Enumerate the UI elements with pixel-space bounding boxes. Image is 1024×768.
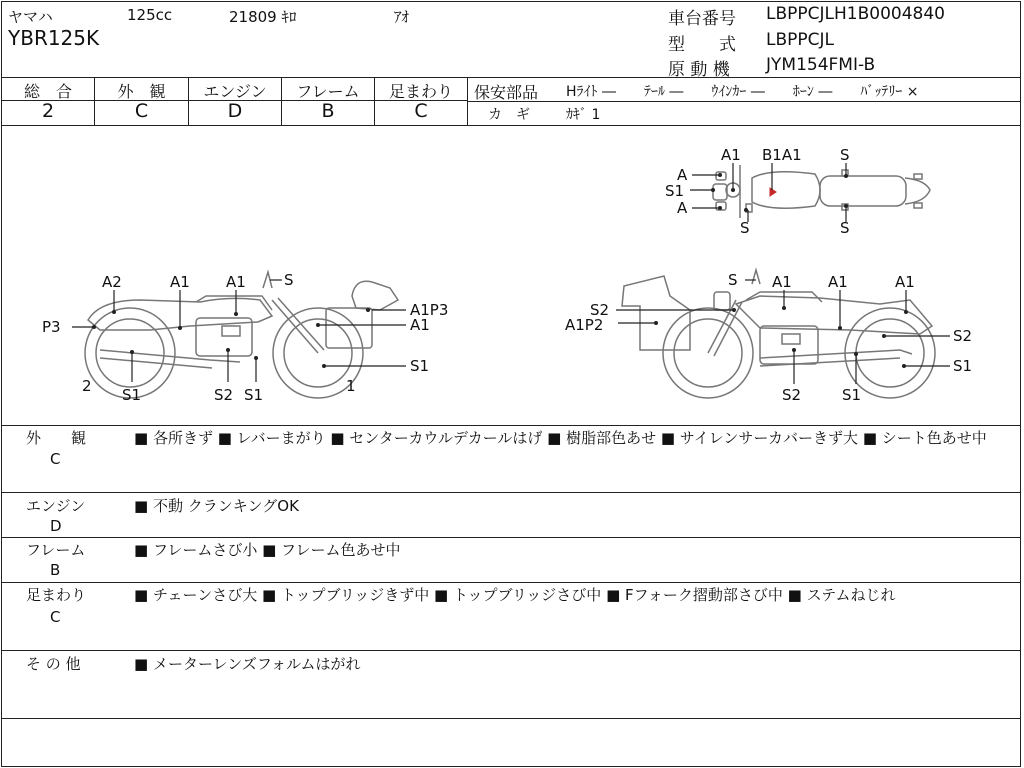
divider <box>2 582 1020 583</box>
engine-label: 原 動 機 <box>668 60 730 80</box>
label-top-s-bottom-left: S <box>740 219 750 237</box>
divider <box>2 492 1020 493</box>
divider <box>468 101 1020 102</box>
grade-value-exterior: C <box>134 100 149 122</box>
label-top-s-bottom-right: S <box>840 219 850 237</box>
divider <box>2 718 1020 719</box>
remark-text-engine: ■ 不動 クランキングOK <box>134 497 299 515</box>
label-left-s1-right: S1 <box>410 357 430 375</box>
label-left-s1-bottom: S1 <box>122 386 142 404</box>
label-left-num2: 2 <box>82 377 92 395</box>
grade-label-frame: フレーム <box>296 82 360 101</box>
remark-grade-suspension: C <box>50 608 61 626</box>
label-right-a1-tail: A1 <box>895 273 915 291</box>
label-left-p3: P3 <box>42 318 61 336</box>
divider <box>467 78 468 125</box>
label-top-a-upper: A <box>677 166 688 184</box>
mileage: 21809 ｷﾛ <box>229 8 297 26</box>
key-label: カ ギ <box>488 107 530 123</box>
label-top-a1: A1 <box>721 146 741 164</box>
label-left-a1-front: A1 <box>410 316 430 334</box>
label-top-s: S <box>840 146 850 164</box>
label-left-s1-mid: S1 <box>244 386 264 404</box>
grade-label-suspension: 足まわり <box>388 82 453 101</box>
remark-label-engine: エンジン <box>26 497 86 515</box>
safety-parts-label: 保安部品 <box>474 83 539 102</box>
label-right-s2-bottom: S2 <box>782 386 802 404</box>
remark-label-suspension: 足まわり <box>26 586 87 604</box>
remark-grade-engine: D <box>50 517 62 535</box>
grade-value-frame: B <box>321 100 335 122</box>
label-right-s1-bottom: S1 <box>842 386 862 404</box>
displacement: 125cc <box>127 6 173 24</box>
label-right-a1p2: A1P2 <box>565 316 604 334</box>
grade-value-overall: 2 <box>41 100 55 122</box>
divider <box>2 650 1020 651</box>
grade-label-engine: エンジン <box>203 82 267 101</box>
divider <box>2 77 1020 78</box>
divider <box>2 125 1020 126</box>
frame-number: LBPPCJLH1B0004840 <box>766 4 945 24</box>
remark-text-frame: ■ フレームさび小 ■ フレーム色あせ中 <box>134 541 401 559</box>
label-right-s-mirror: S <box>728 271 738 289</box>
remark-text-exterior: ■ 各所きず ■ レバーまがり ■ センターカウルデカールはげ ■ 樹脂部色あせ ■ サイレンサーカバーきず大 ■ シート色あせ中 <box>134 429 987 447</box>
label-top-s1: S1 <box>665 182 685 200</box>
grade-label-overall: 総 合 <box>23 82 72 101</box>
label-right-a1-seat: A1 <box>828 273 848 291</box>
remark-label-frame: フレーム <box>26 541 86 559</box>
grade-label-exterior: 外 観 <box>117 82 166 101</box>
label-right-s2-box: S2 <box>590 301 610 319</box>
type-value: LBPPCJL <box>766 30 834 50</box>
type-label: 型 式 <box>668 35 736 55</box>
remark-label-exterior: 外 観 <box>26 429 87 447</box>
label-left-a1-bar: A1 <box>226 273 246 291</box>
grade-value-engine: D <box>227 100 243 122</box>
label-left-s2: S2 <box>214 386 234 404</box>
remark-grade-frame: B <box>50 561 61 579</box>
label-top-b1a1: B1A1 <box>762 146 802 164</box>
key-value: ｶｷﾞ 1 <box>566 107 601 123</box>
label-left-a1-tank: A1 <box>170 273 190 291</box>
frame-number-label: 車台番号 <box>668 9 736 29</box>
maker: ヤマハ <box>8 8 53 26</box>
divider <box>2 537 1020 538</box>
label-left-a2: A2 <box>102 273 122 291</box>
label-left-s-mirror: S <box>284 271 294 289</box>
label-left-a1p3: A1P3 <box>410 301 449 319</box>
engine-value: JYM154FMI-B <box>766 55 876 75</box>
label-left-num1: 1 <box>346 377 356 395</box>
remark-grade-exterior: C <box>50 450 61 468</box>
color: ｱｵ <box>394 8 410 26</box>
model-name: YBR125K <box>8 26 100 50</box>
remark-label-other: そ の 他 <box>26 655 81 673</box>
safety-parts-items: Hﾗｲﾄ ― ﾃｰﾙ ― ｳｲﾝｶｰ ― ﾎｰﾝ ― ﾊﾞｯﾃﾘｰ × <box>566 84 919 100</box>
remark-text-other: ■ メーターレンズフォルムはがれ <box>134 655 361 673</box>
label-right-s2: S2 <box>953 327 973 345</box>
label-right-a1-tank: A1 <box>772 273 792 291</box>
label-right-s1: S1 <box>953 357 973 375</box>
grade-value-suspension: C <box>414 100 428 122</box>
divider <box>2 425 1020 426</box>
label-top-a-lower: A <box>677 199 688 217</box>
remark-text-suspension: ■ チェーンさび大 ■ トップブリッジきず中 ■ トップブリッジさび中 ■ Fフォーク摺動部さび中 ■ ステムねじれ <box>134 586 896 604</box>
